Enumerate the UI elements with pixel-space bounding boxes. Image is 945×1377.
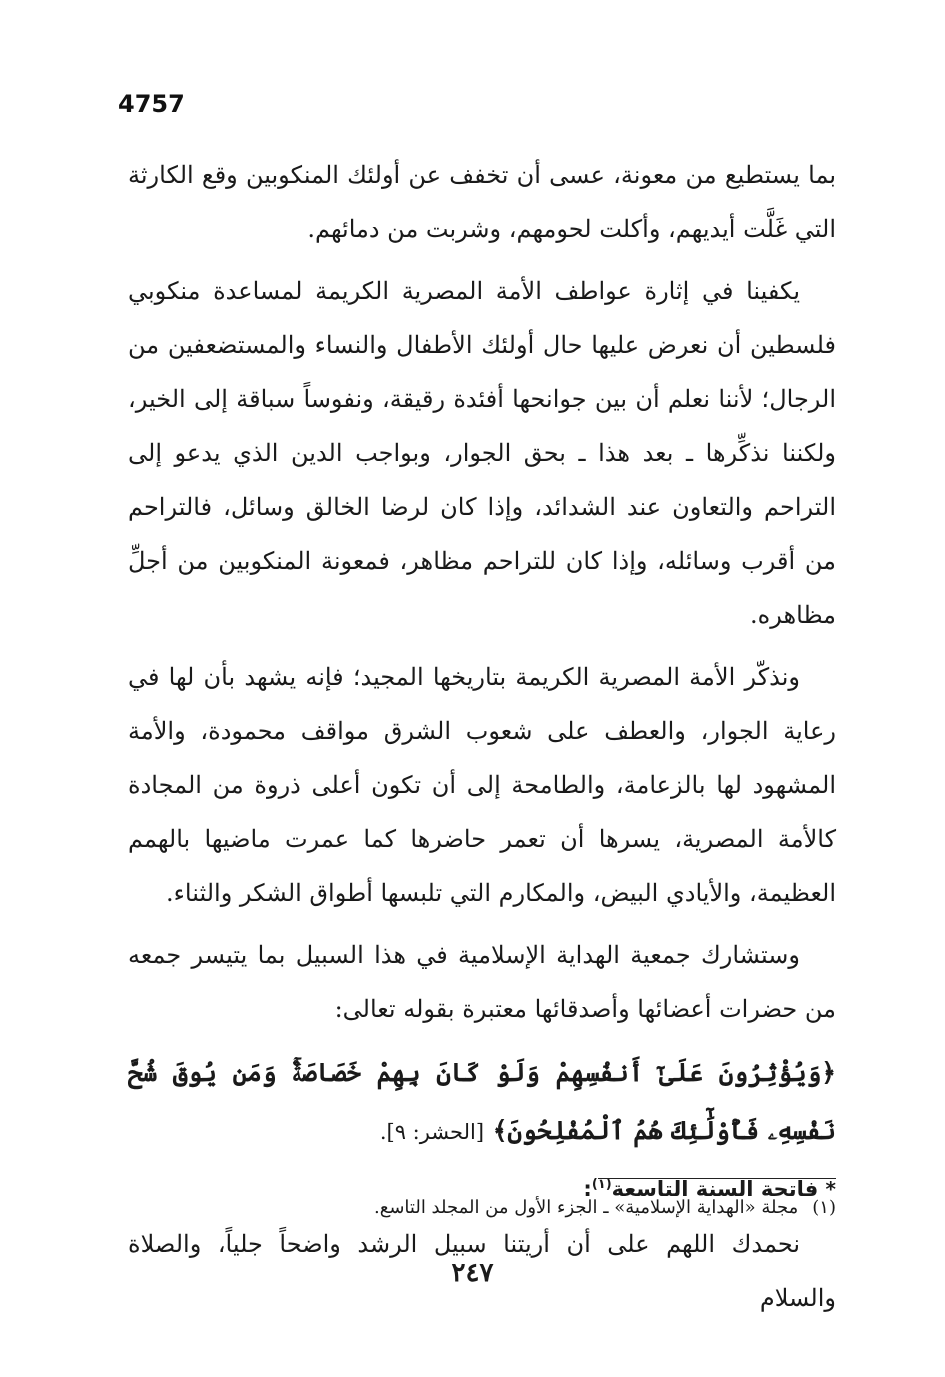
footnote-number: (١) (812, 1197, 836, 1218)
section-title: فاتحة السنة التاسعة (611, 1177, 819, 1201)
quran-verse (128, 1044, 836, 1161)
paragraph-3: ونذكّر الأمة المصرية الكريمة بتاريخها المجيد؛ فإنه يشهد بأن لها في رعاية الجوار، والعطف على شعوب الشرق مواقف محمودة، والأمة المشهود لها بالزعامة، والطامحة إلى أن تكون أعلى ذروة من المجادة كالأمة المصرية، يسرها أن تعمر حاضرها كما عمرت ماضيها بالهمم العظيمة، والأيادي البيض، والمكارم التي تلبسها أطواق الشكر والثناء. (128, 663, 837, 907)
paragraph-5: نحمدك اللهم على أن أريتنا سبيل الرشد واضحاً جلياً، والصلاة والسلام (128, 1230, 836, 1312)
page-number-top: 4757 (118, 90, 185, 118)
star-marker: * (825, 1177, 836, 1201)
footnote-text: مجلة «الهداية الإسلامية» ـ الجزء الأول من المجلد التاسع. (374, 1197, 799, 1218)
paragraph-4: وستشارك جمعية الهداية الإسلامية في هذا السبيل بما يتيسر جمعه من حضرات أعضائها وأصدقائها معتبرة بقوله تعالى: (128, 941, 836, 1023)
verse-text: ﴿وَيُؤْثِرُونَ عَلَىٰٓ أَنفُسِهِمْ وَلَوْ كَانَ بِهِمْ خَصَاصَةٌۚ وَمَن يُوقَ شُحَّ نَفْسِهِۦ فَأُوْلَٰٓئِكَ هُمُ ٱلْمُفْلِحُونَ﴾ (128, 1058, 836, 1145)
paragraph-2: يكفينا في إثارة عواطف الأمة المصرية الكريمة لمساعدة منكوبي فلسطين أن نعرض عليها حال أولئك الأطفال والنساء والمستضعفين من الرجال؛ لأننا نعلم أن بين جوانحها أفئدة رقيقة، ونفوساً سباقة إلى الخير، ولكننا نذكِّرها ـ بعد هذا ـ بحق الجوار، وبواجب الدين الذي يدعو إلى التراحم والتعاون عند الشدائد، وإذا كان لرضا الخالق وسائل، فالتراحم من أقرب وسائله، وإذا كان للتراحم مظاهر، فمعونة المنكوبين من أجلِّ مظاهره. (128, 277, 836, 629)
footnote (128, 1192, 836, 1224)
body-text (128, 148, 836, 1333)
verse-reference: [الحشر: ٩]. (379, 1120, 485, 1144)
footnote-separator (598, 1178, 836, 1179)
section-colon: : (583, 1177, 592, 1201)
footnote-marker: (١) (591, 1177, 612, 1192)
paragraph-1: بما يستطيع من معونة، عسى أن تخفف عن أولئك المنكوبين وقع الكارثة التي غَلَّت أيديهم، وأكلت لحومهم، وشربت من دمائهم. (128, 161, 836, 243)
page-number-bottom: ٢٤٧ (451, 1258, 494, 1288)
